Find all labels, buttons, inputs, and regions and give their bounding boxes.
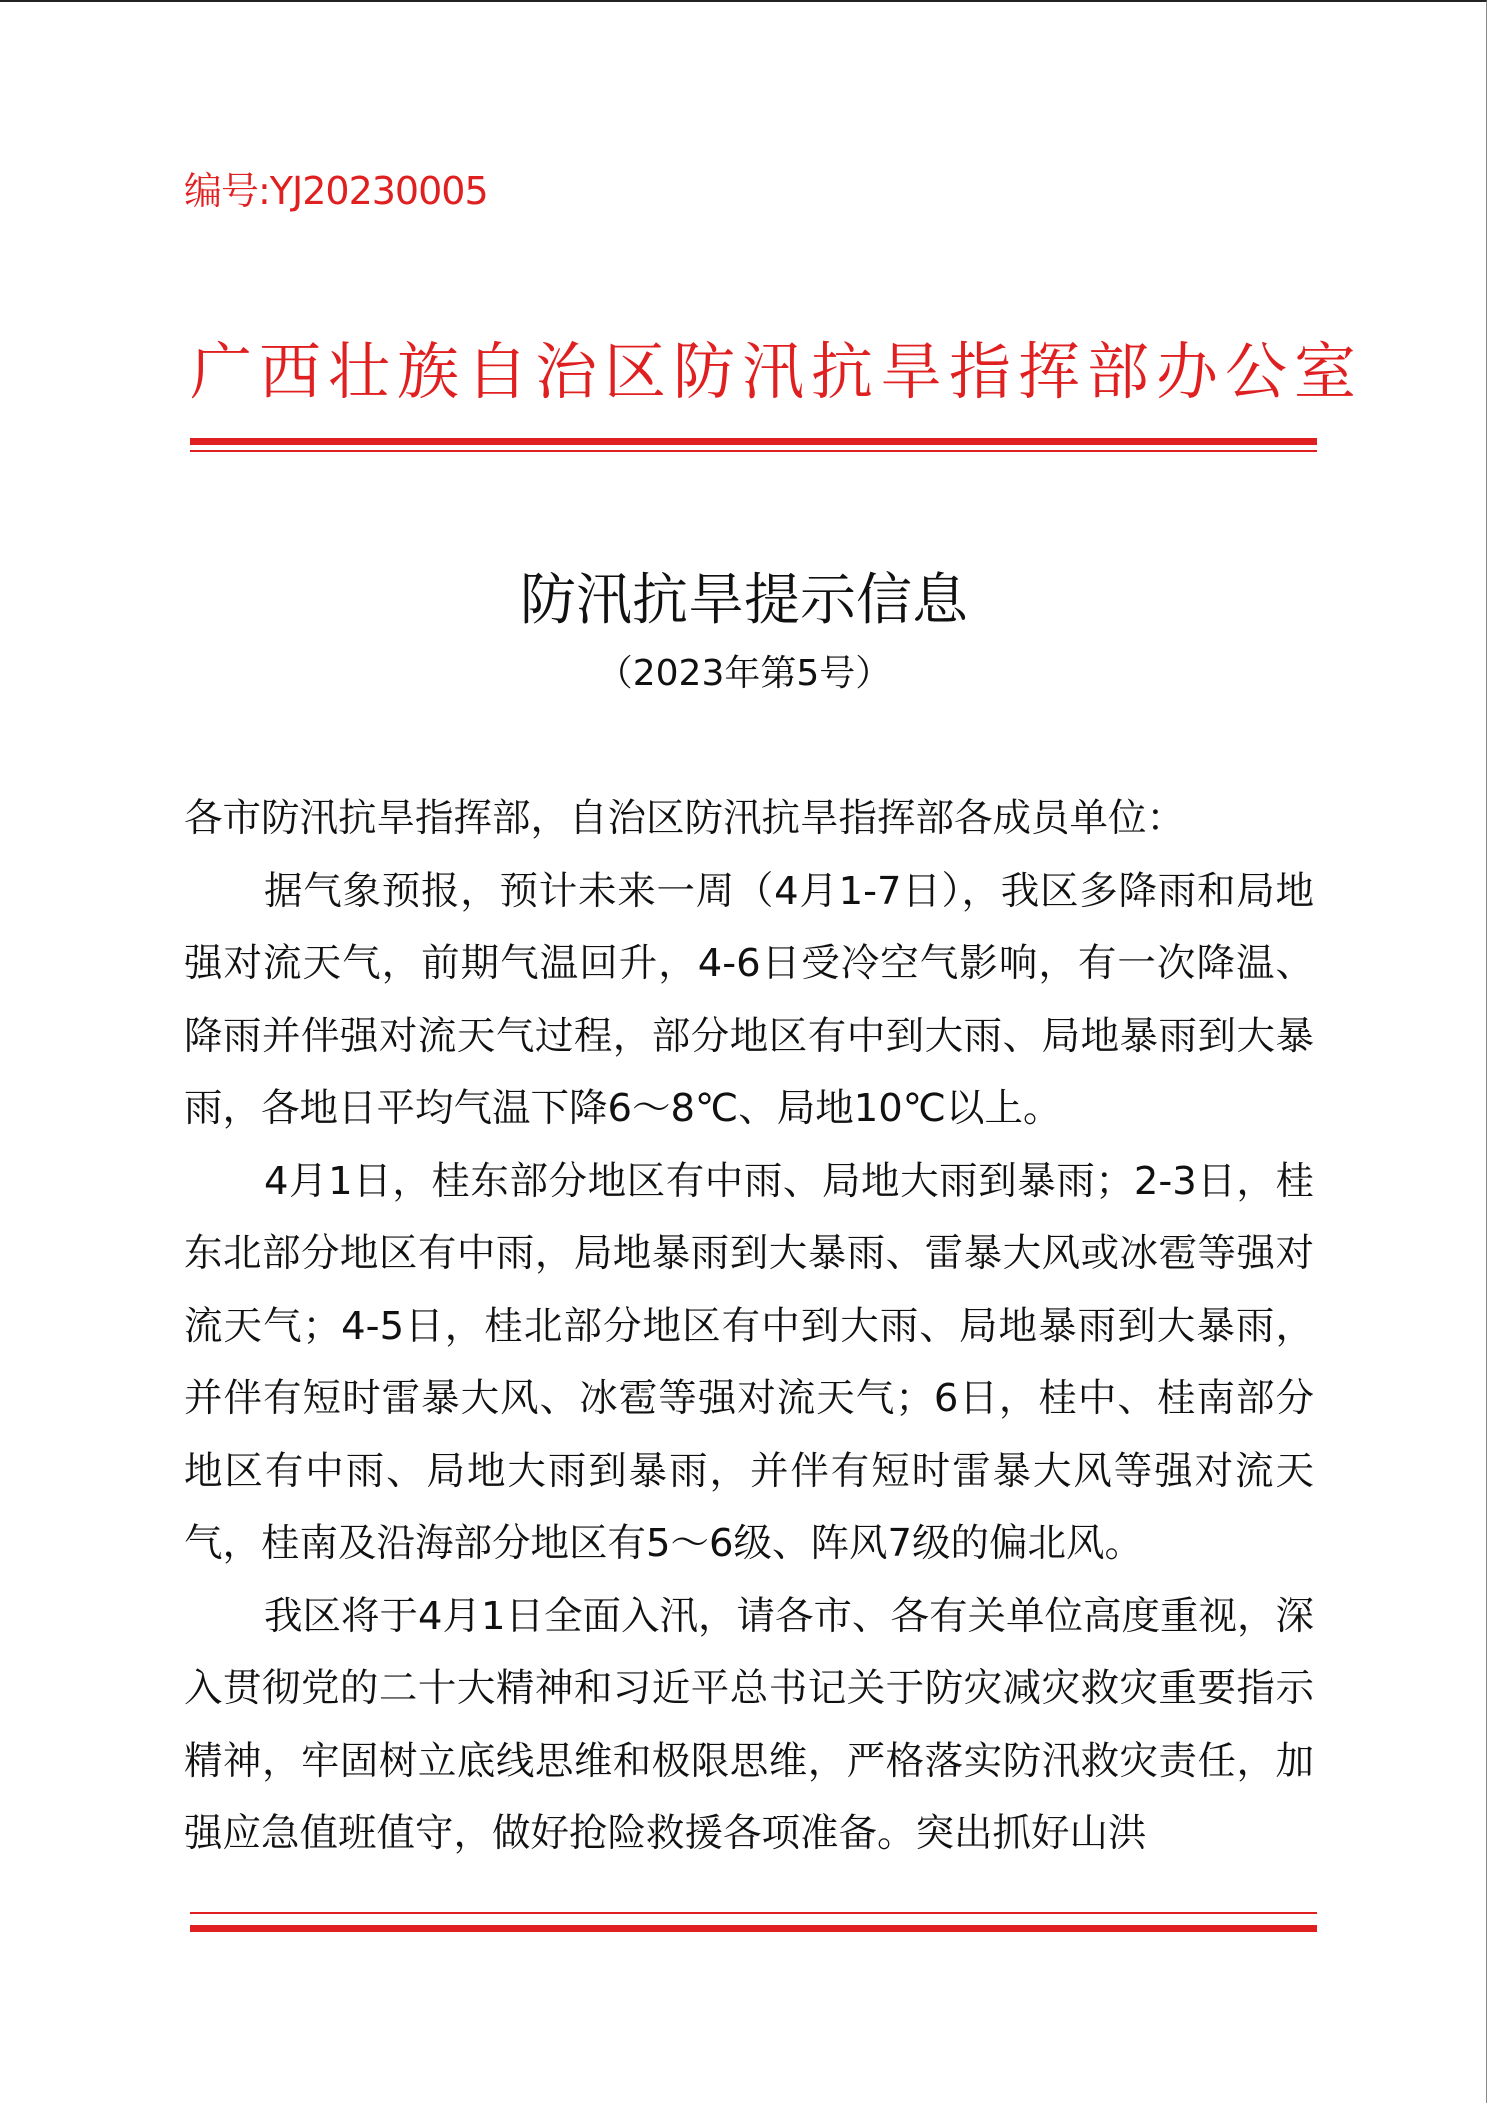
document-title: 防汛抗旱提示信息 (520, 568, 968, 633)
document-issue-number: （2023年第5号） (596, 653, 892, 694)
header-divider-thin (190, 450, 1317, 452)
footer-divider-thin (190, 1912, 1317, 1914)
body-paragraph: 4月1日，桂东部分地区有中雨、局地大雨到暴雨；2-3日，桂东北部分地区有中雨，局地暴雨到大暴雨、雷暴大风或冰雹等强对流天气；4-5日，桂北部分地区有中到大雨、局地暴雨到大暴雨，并伴有短时雷暴大风、冰雹等强对流天气；6日，桂中、桂南部分地区有中雨、局地大雨到暴雨，并伴有短时雷暴大风等强对流天气，桂南及沿海部分地区有5～6级、阵风7级的偏北风。 (184, 1158, 1314, 1566)
header-divider-thick (190, 438, 1317, 445)
document-body (184, 783, 1314, 1871)
issuing-office-title: 广西壮族自治区防汛抗旱指挥部办公室 (190, 335, 1364, 408)
body-paragraph: 据气象预报，预计未来一周（4月1-7日），我区多降雨和局地强对流天气，前期气温回升，4-6日受冷空气影响，有一次降温、降雨并伴强对流天气过程，部分地区有中到大雨、局地暴雨到大暴雨，各地日平均气温下降6～8℃、局地10℃以上。 (184, 868, 1314, 1131)
body-paragraph: 我区将于4月1日全面入汛，请各市、各有关单位高度重视，深入贯彻党的二十大精神和习近平总书记关于防灾减灾救灾重要指示精神，牢固树立底线思维和极限思维，严格落实防汛救灾责任，加强应急值班值守，做好抢险救援各项准备。突出抓好山洪 (184, 1593, 1314, 1856)
footer-divider-thick (190, 1925, 1317, 1932)
document-number: 编号:YJ20230005 (184, 169, 488, 213)
addressee-line: 各市防汛抗旱指挥部，自治区防汛抗旱指挥部各成员单位： (184, 796, 1186, 841)
